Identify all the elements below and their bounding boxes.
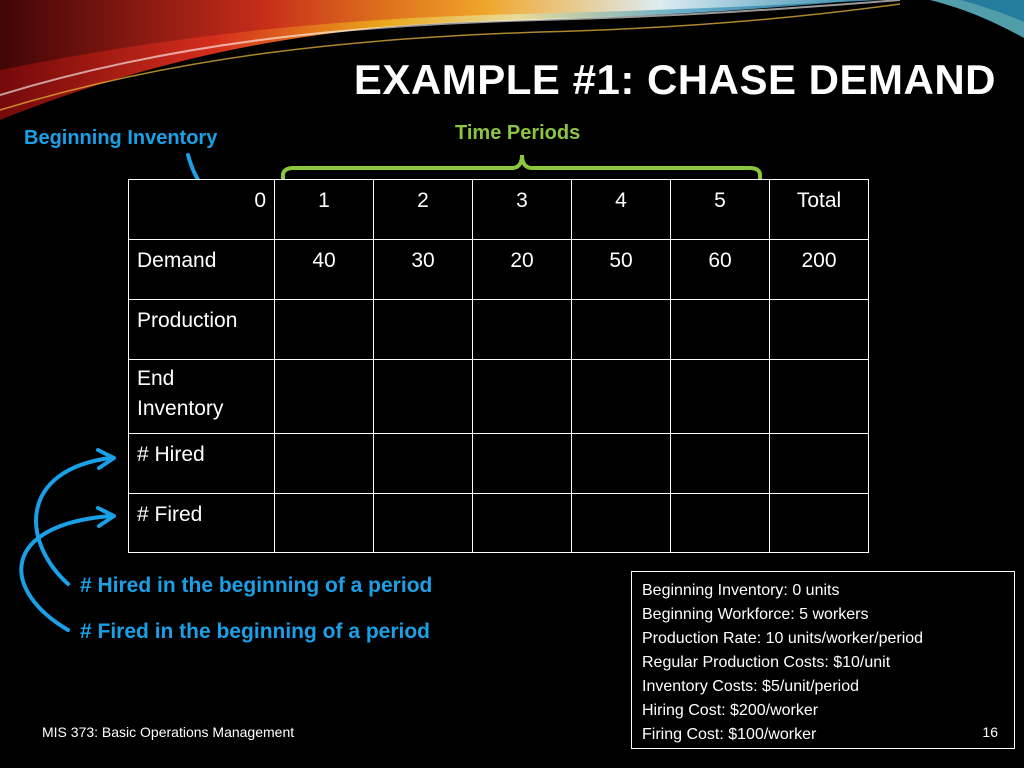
hired-note: # Hired in the beginning of a period (80, 574, 433, 597)
row-label-demand: Demand (129, 240, 275, 300)
slide-title: EXAMPLE #1: CHASE DEMAND (353, 56, 996, 103)
table-cell-total (770, 434, 869, 494)
hired-arrowhead (98, 450, 114, 468)
table-header-row (129, 180, 869, 240)
table-cell (473, 494, 572, 553)
table-cell (671, 300, 770, 360)
table-cell (572, 494, 671, 553)
table-cell (374, 300, 473, 360)
chase-demand-table (128, 179, 869, 553)
fired-arrow (21, 516, 110, 630)
row-label-fired: # Fired (129, 494, 275, 553)
param-beginning-workforce: Beginning Workforce: 5 workers (642, 606, 869, 623)
row-label-end-inventory: End Inventory (129, 360, 275, 434)
table-cell: 50 (572, 240, 671, 300)
table-cell-total: 200 (770, 240, 869, 300)
table-cell: 30 (374, 240, 473, 300)
table-cell (275, 300, 374, 360)
table-row-fired (129, 494, 869, 553)
table-cell (374, 360, 473, 434)
header-period-3: 3 (473, 180, 572, 240)
slide-number: 16 (982, 724, 998, 740)
table-cell (275, 360, 374, 434)
table-cell: 20 (473, 240, 572, 300)
table-cell (374, 434, 473, 494)
table-cell (572, 360, 671, 434)
table-cell: 60 (671, 240, 770, 300)
row-label-hired: # Hired (129, 434, 275, 494)
beginning-inventory-callout: Beginning Inventory (24, 127, 218, 149)
parameters-box (631, 571, 1015, 749)
table-cell (473, 300, 572, 360)
table-row-hired (129, 434, 869, 494)
table-cell (572, 434, 671, 494)
param-production-rate: Production Rate: 10 units/worker/period (642, 630, 924, 647)
fired-note: # Fired in the beginning of a period (80, 620, 431, 643)
table-cell (374, 494, 473, 553)
param-inventory-costs: Inventory Costs: $5/unit/period (642, 678, 860, 695)
table-cell: 40 (275, 240, 374, 300)
table-cell-total (770, 494, 869, 553)
table-row-demand (129, 240, 869, 300)
header-period-5: 5 (671, 180, 770, 240)
table-cell-total (770, 360, 869, 434)
param-beginning-inventory: Beginning Inventory: 0 units (642, 582, 840, 599)
header-period-4: 4 (572, 180, 671, 240)
header-period-2: 2 (374, 180, 473, 240)
time-periods-callout: Time Periods (455, 122, 581, 144)
header-period-1: 1 (275, 180, 374, 240)
table-cell (572, 300, 671, 360)
table-cell-total (770, 300, 869, 360)
footer-course-name: MIS 373: Basic Operations Management (42, 724, 295, 740)
row-label-production: Production (129, 300, 275, 360)
table-cell (671, 434, 770, 494)
header-total: Total (770, 180, 869, 240)
param-hiring-cost: Hiring Cost: $200/worker (642, 702, 819, 719)
header-period-0: 0 (129, 180, 275, 240)
fired-arrowhead (98, 508, 114, 526)
table-row-production (129, 300, 869, 360)
hired-arrow (36, 458, 110, 584)
table-cell (671, 494, 770, 553)
table-cell (275, 434, 374, 494)
table-cell (473, 360, 572, 434)
table-cell (473, 434, 572, 494)
table-cell (671, 360, 770, 434)
param-firing-cost: Firing Cost: $100/worker (642, 726, 817, 743)
table-row-end-inventory (129, 360, 869, 434)
param-regular-production-costs: Regular Production Costs: $10/unit (642, 654, 891, 671)
table-cell (275, 494, 374, 553)
